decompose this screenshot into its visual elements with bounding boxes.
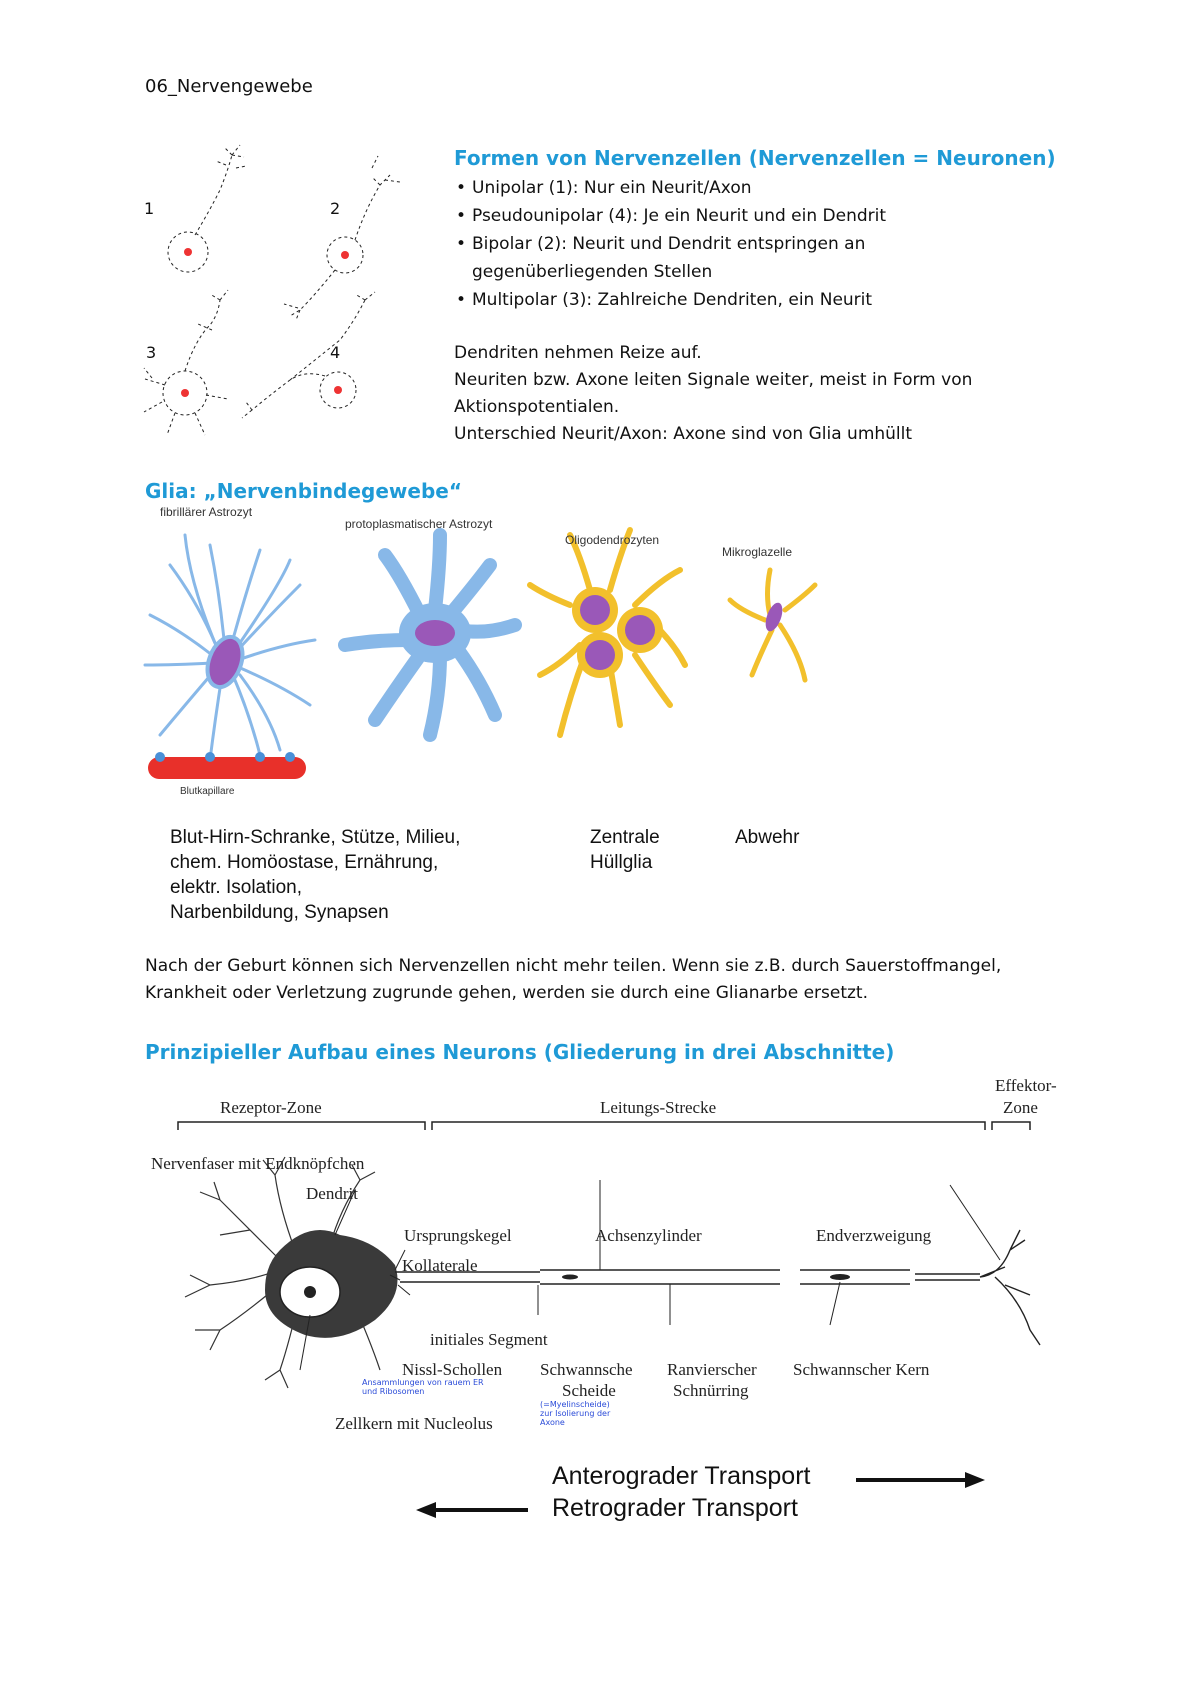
list-item: • Pseudounipolar (4): Je ein Neurit und ein Dendrit [454,202,974,230]
microglia-functions [735,825,799,850]
glia-cell-label: Mikroglazelle [722,545,793,559]
glia-cell-label: Oligodendrozyten [565,533,660,547]
neuron-forms-drawing [140,140,440,465]
anterograde-label: Anterograder Transport [552,1462,811,1490]
function-line: chem. Homöostase, Ernährung, [170,852,439,873]
label-endverzweigung: Endverzweigung [816,1226,932,1245]
label-kollaterale: Kollaterale [402,1256,478,1275]
figure-number: 1 [144,199,155,218]
handwritten-scheide-note [540,1400,610,1427]
neuron-structure-drawing [140,1070,1060,1520]
function-line: Narbenbildung, Synapsen [170,902,389,923]
neuron-structure-figure [140,1070,1060,1520]
label-dendrit: Dendrit [306,1184,358,1203]
list-item: • Unipolar (1): Nur ein Neurit/Axon [454,174,974,202]
glia-cell-label: fibrillärer Astrozyt [160,505,253,519]
note: Neuriten bzw. Axone leiten Signale weiter, meist in Form von Aktionspotentialen. [454,370,973,417]
handwritten-nissl-note [362,1378,484,1396]
glia-cell-label: protoplasmatischer Astrozyt [345,517,493,531]
note: Unterschied Neurit/Axon: Axone sind von Glia umhüllt [454,424,913,444]
function-line: Blut-Hirn-Schranke, Stütze, Milieu, [170,827,461,848]
label-zellkern: Zellkern mit Nucleolus [335,1414,493,1433]
astrocyte-functions [170,825,460,925]
label-ranvier: Schnürring [673,1381,749,1400]
handwritten-line: (=Myelinscheide) [540,1400,610,1409]
function-line: Zentrale [590,827,660,848]
figure-number: 3 [146,343,157,362]
figure-number: 2 [330,199,341,218]
list-item: • Multipolar (3): Zahlreiche Dendriten, ein Neurit [454,286,974,314]
label-ranvier: Ranvierscher [667,1360,757,1379]
label-nervenfaser: Nervenfaser mit Endknöpfchen [151,1154,365,1173]
label-schwannsche-scheide: Schwannsche [540,1360,633,1379]
function-line: elektr. Isolation, [170,877,303,898]
label-initiales-segment: initiales Segment [430,1330,548,1349]
figure-number: 4 [330,343,341,362]
neuron-notes [454,340,1014,448]
zone-label: Zone [1003,1098,1038,1117]
label-schwannscher-kern: Schwannscher Kern [793,1360,930,1379]
oligodendrocyte-functions [590,825,660,875]
note: Dendriten nehmen Reize auf. [454,343,702,363]
neuron-forms-figure [140,140,440,465]
handwritten-line: zur Isolierung der [540,1409,611,1418]
glia-heading: Glia: „Nervenbindegewebe“ [145,479,462,503]
label-nissl: Nissl-Schollen [402,1360,503,1379]
zone-label: Rezeptor-Zone [220,1098,322,1117]
handwritten-line: und Ribosomen [362,1387,425,1396]
handwritten-line: Ansammlungen von rauem ER [362,1378,484,1387]
function-line: Abwehr [735,827,800,848]
capillary-label: Blutkapillare [180,786,235,797]
glia-paragraph: Nach der Geburt können sich Nervenzellen nicht mehr teilen. Wenn sie z.B. durch Sauerstoffmangel, Krankheit oder Verletzung zugrunde gehen, werden sie durch eine Glianarbe ersetzt. [145,956,1002,1003]
zone-label: Effektor- [995,1076,1057,1095]
glia-figure [140,505,840,805]
label-achsenzylinder: Achsenzylinder [595,1226,702,1245]
page-header: 06_Nervengewebe [145,76,313,97]
zone-label: Leitungs-Strecke [600,1098,717,1117]
label-schwannsche-scheide: Scheide [562,1381,616,1400]
function-line: Hüllglia [590,852,653,873]
handwritten-line: Axone [540,1418,565,1427]
neuron-forms-list [454,174,974,314]
label-ursprungskegel: Ursprungskegel [404,1226,512,1245]
neuron-structure-heading: Prinzipieller Aufbau eines Neurons (Gliederung in drei Abschnitte) [145,1040,895,1064]
list-item: • Bipolar (2): Neurit und Dendrit entspringen an gegenüberliegenden Stellen [454,230,902,286]
neuron-forms-heading: Formen von Nervenzellen (Nervenzellen = Neuronen) [454,146,1056,170]
retrograde-label: Retrograder Transport [552,1494,798,1522]
